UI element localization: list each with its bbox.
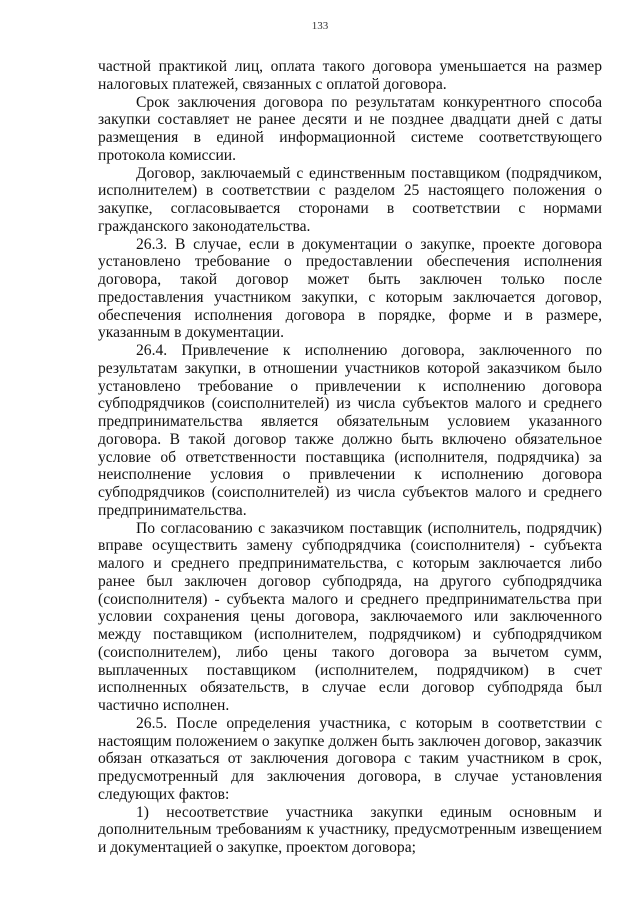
paragraph-26-3: 26.3. В случае, если в документации о закупке, проекте договора установлено требование о предоставлении обеспечения исполнения договора, такой договор может быть заключен только после предоставления участником закупки, с которым заключается договор, обеспечения исполнения договора в порядке, форме и в размере, указанным в документации. [98,235,602,342]
document-body [98,58,602,857]
paragraph-item-1: 1) несоответствие участника закупки единым основным и дополнительным требованиям к участнику, предусмотренным извещением и документацией о закупке, проектом договора; [98,803,602,856]
paragraph-26-5: 26.5. После определения участника, с которым в соответствии с настоящим положением о закупке должен быть заключен договор, заказчик обязан отказаться от заключения договора с таким участником в срок, предусмотренный для заключения договора, в случае установления следующих фактов: [98,714,602,803]
page-number: 133 [311,20,329,32]
paragraph-26-4: 26.4. Привлечение к исполнению договора, заключенного по результатам закупки, в отношении участников которой заказчиком было установлено требование о привлечении к исполнению договора субподрядчиков (соисполнителей) из числа субъектов малого и среднего предпринимательства является обязательным условием указанного договора. В такой договор также должно быть включено обязательное условие об ответственности поставщика (исполнителя, подрядчика) за неисполнение условия о привлечении к исполнению договора субподрядчиков (соисполнителей) из числа субъектов малого и среднего предпринимательства. [98,342,602,519]
paragraph-single-supplier: Договор, заключаемый с единственным поставщиком (подрядчиком, исполнителем) в соответствии с разделом 25 настоящего положения о закупке, согласовывается сторонами в соответствии с нормами гражданского законодательства. [98,164,602,235]
paragraph-continuation: частной практикой лиц, оплата такого договора уменьшается на размер налоговых платежей, связанных с оплатой договора. [98,58,602,93]
paragraph-subcontractor-replacement: По согласованию с заказчиком поставщик (исполнитель, подрядчик) вправе осуществить замену субподрядчика (соисполнителя) - субъекта малого и среднего предпринимательства, с которым заключается либо ранее был заключен договор субподряда, на другого субподрядчика (соисполнителя) - субъекта малого и среднего предпринимательства при условии сохранения цены договора, заключаемого или заключенного между поставщиком (исполнителем, подрядчиком) и субподрядчиком (соисполнителем), либо цены такого договора за вычетом сумм, выплаченных поставщиком (исполнителем, подрядчиком) в счет исполненных обязательств, в случае если договор субподряда был частично исполнен. [98,519,602,714]
paragraph-contract-term: Срок заключения договора по результатам конкурентного способа закупки составляет не ранее десяти и не позднее двадцати дней с даты размещения в единой информационной системе соответствующего протокола комиссии. [98,93,602,164]
